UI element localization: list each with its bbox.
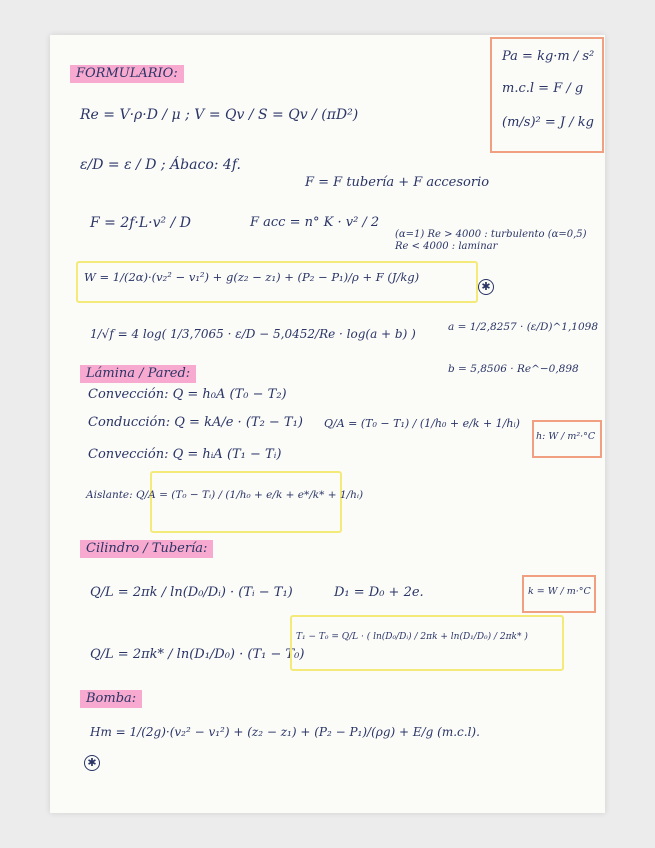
notebook-page (50, 35, 605, 813)
h-units: h: W / m²·°C (536, 431, 596, 442)
heading-lamina-pared: Lámina / Pared: (80, 365, 196, 383)
formula-energy-balance: W = 1/(2α)·(v₂² − v₁²) + g(z₂ − z₁) + (P₂ − P₁)/ρ + F (J/kg) (84, 270, 420, 284)
formula-param-a: a = 1/2,8257 · (ε/D)^1,1098 (448, 321, 599, 333)
heading-cilindro-tuberia: Cilindro / Tubería: (80, 540, 213, 558)
formula-convection-outer: Convección: Q = h₀A (T₀ − T₂) (88, 387, 287, 402)
units-line-2: m.c.l = F / g (502, 81, 584, 96)
formula-total-force: F = F tubería + F accesorio (305, 175, 490, 190)
formula-fitting-friction: F acc = n° K · v² / 2 (250, 215, 380, 230)
formula-wall-total: Q/A = (T₀ − T₁) / (1/h₀ + e/k + 1/hᵢ) (324, 417, 520, 430)
formula-reynolds: Re = V·ρ·D / μ ; V = Qv / S = Qv / (πD²) (80, 107, 359, 123)
formula-cylinder-q1: Q/L = 2πk / ln(D₀/Dᵢ) · (Tᵢ − T₁) (90, 585, 293, 600)
formula-roughness: ε/D = ε / D ; Ábaco: 4f. (80, 157, 241, 173)
cylinder-total-box (290, 615, 564, 671)
formula-cylinder-total: T₁ − T₀ = Q/L · ( ln(D₀/Dᵢ) / 2πk + ln(D₁/D₀) / 2πk* ) (296, 632, 528, 642)
formula-diameter: D₁ = D₀ + 2e. (334, 585, 424, 600)
k-units: k = W / m·°C (528, 586, 591, 597)
units-line-3: (m/s)² = J / kg (502, 115, 594, 130)
formula-cylinder-q2: Q/L = 2πk* / ln(D₁/D₀) · (T₁ − T₀) (90, 647, 305, 662)
units-line-1: Pa = kg·m / s² (502, 49, 595, 64)
formula-insulation: Aislante: Q/A = (T₀ − Tᵢ) / (1/h₀ + e/k + e*/k* + 1/hᵢ) (86, 489, 364, 501)
heading-formulario: FORMULARIO: (70, 65, 184, 83)
heading-bomba: Bomba: (80, 690, 142, 708)
formula-param-b: b = 5,8506 · Re^−0,898 (448, 363, 579, 375)
formula-flow-regimes: (α=1) Re > 4000 : turbulento (α=0,5) Re < 4000 : laminar (395, 229, 587, 252)
asterisk-mark-bottom: ✱ (84, 755, 100, 771)
formula-pipe-friction: F = 2f·L·v² / D (90, 215, 191, 231)
asterisk-mark-top: ✱ (478, 279, 494, 295)
formula-conduction: Conducción: Q = kA/e · (T₂ − T₁) (88, 415, 303, 430)
formula-convection-inner: Convección: Q = hᵢA (T₁ − Tᵢ) (88, 447, 282, 462)
insulation-box (150, 471, 342, 533)
formula-colebrook: 1/√f = 4 log( 1/3,7065 · ε/D − 5,0452/Re · log(a + b) ) (90, 327, 416, 341)
formula-pump-head: Hm = 1/(2g)·(v₂² − v₁²) + (z₂ − z₁) + (P₂ − P₁)/(ρg) + E/g (m.c.l). (90, 725, 480, 739)
